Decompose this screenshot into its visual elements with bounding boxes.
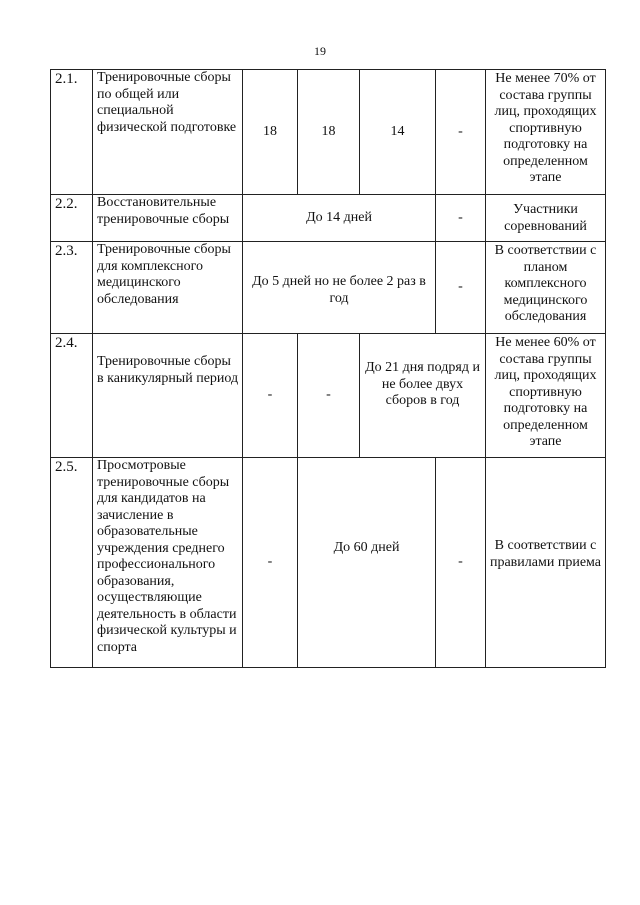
table-row: [51, 70, 606, 195]
stage-4-days: -: [436, 458, 486, 668]
stage-1-days: -: [243, 458, 298, 668]
duration-merged: До 21 дня подряд и не более двух сборов в год: [360, 334, 486, 458]
stage-4-days: -: [436, 242, 486, 334]
participants-note: Участники соревнований: [486, 195, 606, 242]
camp-type: Тренировочные сборы в каникулярный период: [93, 334, 243, 458]
row-number: 2.2.: [51, 195, 93, 242]
row-number: 2.5.: [51, 458, 93, 668]
participants-note: Не менее 60% от состава группы лиц, проходящих спортивную подготовку на определенном этапе: [486, 334, 606, 458]
table-row: [51, 195, 606, 242]
duration-merged: До 60 дней: [298, 458, 436, 668]
table-row: [51, 458, 606, 668]
camp-type: Восстановительные тренировочные сборы: [93, 195, 243, 242]
participants-note: Не менее 70% от состава группы лиц, проходящих спортивную подготовку на определенном этапе: [486, 70, 606, 195]
stage-1-days: 18: [243, 70, 298, 195]
participants-note: В соответствии с правилами приема: [486, 458, 606, 668]
row-number: 2.4.: [51, 334, 93, 458]
duration-merged: До 14 дней: [243, 195, 436, 242]
stage-3-days: 14: [360, 70, 436, 195]
participants-note: В соответствии с планом комплексного медицинского обследования: [486, 242, 606, 334]
stage-1-days: -: [243, 334, 298, 458]
camp-type: Тренировочные сборы по общей или специальной физической подготовке: [93, 70, 243, 195]
stage-4-days: -: [436, 195, 486, 242]
row-number: 2.1.: [51, 70, 93, 195]
duration-merged: До 5 дней но не более 2 раз в год: [243, 242, 436, 334]
stage-2-days: -: [298, 334, 360, 458]
stage-4-days: -: [436, 70, 486, 195]
camp-type: Просмотровые тренировочные сборы для кандидатов на зачисление в образовательные учреждения среднего профессионального образования, осуществляющие деятельность в области физической культуры и спорта: [93, 458, 243, 668]
row-number: 2.3.: [51, 242, 93, 334]
training-camps-table: [50, 69, 606, 668]
stage-2-days: 18: [298, 70, 360, 195]
table-row: [51, 334, 606, 458]
camp-type: Тренировочные сборы для комплексного медицинского обследования: [93, 242, 243, 334]
page-number: 19: [314, 44, 326, 58]
table-row: [51, 242, 606, 334]
